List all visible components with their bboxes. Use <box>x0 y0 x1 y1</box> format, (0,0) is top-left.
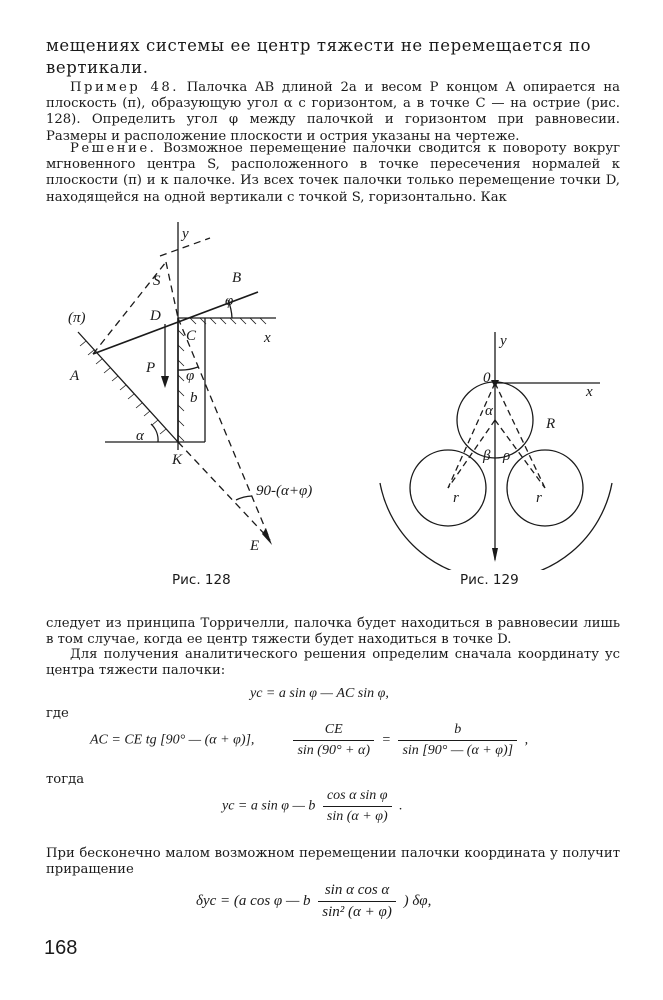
solution-heading: Решение. <box>70 141 157 156</box>
eq2-frac1-den: sin (90° + α) <box>297 743 370 758</box>
fig128-label-y: y <box>182 226 189 242</box>
fig128-label-c: C <box>186 328 197 344</box>
then-label: тогда <box>46 772 85 787</box>
fig128-label-s: S <box>153 273 161 289</box>
fig128-label-x: x <box>264 330 271 346</box>
inclined-plane <box>78 332 178 442</box>
eq3-lhs: yc = a sin φ — b <box>222 798 316 814</box>
eq2-frac2 <box>398 722 517 759</box>
e-arrow-head <box>262 528 272 545</box>
example-heading: Пример 48. <box>70 80 179 95</box>
alpha-arc <box>151 424 158 442</box>
equation-3 <box>222 788 403 825</box>
page-number: 168 <box>44 937 78 959</box>
eq3-num: cos α sin φ <box>323 788 392 807</box>
eq2-tail: , <box>524 732 529 748</box>
eq2-frac1-num: CE <box>293 722 374 741</box>
fig128-label-p: P <box>146 360 156 376</box>
fig128-label-phi-mid: φ <box>186 368 195 384</box>
eq3-frac <box>323 788 392 825</box>
fig128-label-phi-top: φ <box>225 293 234 309</box>
fig129-label-x: x <box>586 384 593 400</box>
eq4-tail: ) δφ, <box>403 892 432 909</box>
fig129-label-o: 0 <box>483 370 491 386</box>
eq3-tail: . <box>399 798 403 814</box>
paragraph-3: При бесконечно малом возможном перемещении палочки координата y получит приращение <box>46 846 620 878</box>
paragraph-1: следует из принципа Торричелли, палочка будет находиться в равновесии лишь в том случае, когда ее центр тяжести будет находиться в точке D. <box>46 616 620 648</box>
fig128-label-pi: (π) <box>68 310 86 326</box>
caption-128: Рис. 128 <box>172 572 231 588</box>
dash-r <box>495 383 545 488</box>
o-point <box>491 380 499 388</box>
example-paragraph <box>46 80 620 145</box>
fig128-label-e: E <box>250 538 260 554</box>
normal-c <box>166 262 178 318</box>
down-arrow <box>492 548 498 562</box>
dash-l <box>448 383 495 488</box>
top-text: мещениях системы ее центр тяжести не перемещается по вертикали. <box>46 36 592 77</box>
fig128-label-k: K <box>172 452 183 468</box>
angle-arc <box>236 496 252 500</box>
fig129-label-rho: ρ <box>503 448 511 464</box>
figure-129 <box>375 325 620 570</box>
equation-1: yc = a sin φ — AC sin φ, <box>250 686 389 701</box>
fig128-label-d: D <box>150 308 161 324</box>
solution-body: Возможное перемещение палочки сводится к повороту вокруг мгновенного центра S, расположенного в точке пересечения нормалей к плоскости (π) и к палочке. Из всех точек палочки только перемещение точки D, находящейся на одной вертикали с точкой S, горизонтально. Как <box>46 141 620 205</box>
fig129-label-r-big: R <box>546 416 556 432</box>
fig129-label-y: y <box>500 333 507 349</box>
dashed-ce <box>178 318 270 540</box>
eq4-lhs: δyc = (a cos φ — b <box>196 892 311 909</box>
figure-128 <box>50 215 350 565</box>
eq2-frac2-den: sin [90° — (α + φ)] <box>402 743 514 758</box>
plane-hatching <box>80 341 166 434</box>
eq3-den: sin (α + φ) <box>326 809 388 824</box>
where-label: где <box>46 706 69 721</box>
equation-2 <box>90 722 528 759</box>
eq4-num: sin α cos α <box>318 882 396 902</box>
fig128-label-b: B <box>232 270 242 286</box>
eq4-frac <box>318 882 396 921</box>
example-body: Палочка AB длиной 2a и весом P концом A опирается на плоскость (π), образующую угол α с горизонтом, а в точке C — на острие (рис. 128). Определить угол φ между палочкой и горизонтом при равновесии. Размеры и расположение плоскости и острия указаны на чертеже. <box>46 80 620 144</box>
fig128-label-a: A <box>70 368 80 384</box>
p-arrow-head <box>161 376 169 388</box>
fig129-label-r-left: r <box>453 490 459 506</box>
eq2-frac2-num: b <box>398 722 517 741</box>
fig129-label-r-right: r <box>536 490 542 506</box>
fig129-label-beta: β <box>483 448 491 464</box>
eq2-lhs: AC = CE tg [90° — (α + φ)], <box>90 732 255 748</box>
fig129-label-alpha: α <box>485 403 493 419</box>
equation-4 <box>196 882 431 921</box>
solution-paragraph <box>46 141 620 206</box>
eq2-frac1 <box>293 722 374 759</box>
fig128-label-angle: 90-(α+φ) <box>256 483 313 499</box>
paragraph-2: Для получения аналитического решения определим сначала координату yc центра тяжести палочки: <box>46 647 620 679</box>
caption-129: Рис. 129 <box>460 572 519 588</box>
fig128-label-alpha: α <box>136 428 144 444</box>
fig128-label-b-dim: b <box>190 390 198 406</box>
eq2-equals: = <box>381 732 391 748</box>
eq4-den: sin² (α + φ) <box>322 904 392 920</box>
